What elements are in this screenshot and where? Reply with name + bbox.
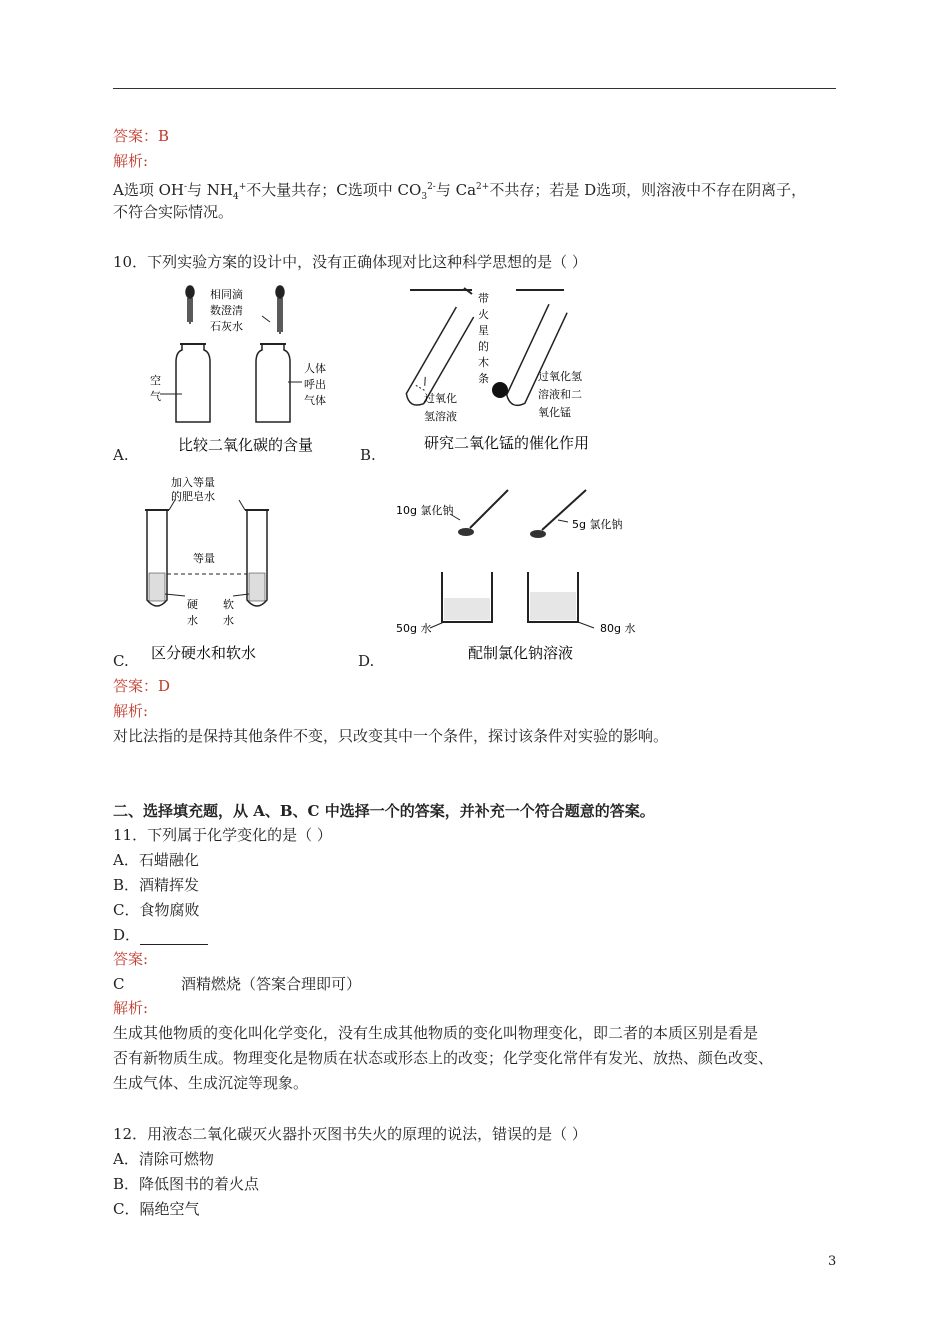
- figure-a-co2-comparison: [140, 282, 350, 462]
- q10-option-c: C.: [113, 652, 129, 670]
- figure-c-hard-soft-water: [135, 470, 310, 665]
- fig-d-caption: 配制氯化钠溶液: [468, 644, 574, 662]
- svg-text:木: 木: [478, 356, 489, 369]
- q10-analysis-label: 解析:: [113, 702, 149, 720]
- svg-text:氢溶液: 氢溶液: [424, 410, 457, 423]
- svg-text:的: 的: [478, 340, 489, 353]
- fig-a-caption: 比较二氧化碳的含量: [178, 436, 314, 454]
- fig-a-right-2: 呼出: [304, 378, 326, 391]
- q10-answer: 答案：D: [113, 677, 171, 695]
- q9-analysis-line1: A选项 OH-与 $NH_4^+$不大量共存；C选项中 $CO_3^{2-}$与 $Ca^{2+}$不共存；若是 D选项，则溶液中不存在阴离子，: [113, 181, 807, 202]
- q11-option-c: C．食物腐败: [113, 901, 200, 919]
- svg-text:溶液和二: 溶液和二: [538, 388, 582, 401]
- svg-text:水: 水: [223, 614, 234, 627]
- q12-option-c: C．隔绝空气: [113, 1200, 200, 1218]
- q11-stem: 11．下列属于化学变化的是（ ）: [113, 826, 332, 844]
- section2-heading: 二、选择填充题，从 A、B、C 中选择一个的答案，并补充一个符合题意的答案。: [113, 802, 655, 820]
- svg-text:加入等量: 加入等量: [171, 476, 215, 489]
- svg-text:氧化锰: 氧化锰: [538, 406, 571, 419]
- svg-text:硬: 硬: [187, 598, 198, 611]
- svg-text:5g 氯化钠: 5g 氯化钠: [572, 518, 623, 531]
- svg-text:水: 水: [187, 614, 198, 627]
- q12-stem: 12．用液态二氧化碳灭火器扑灭图书失火的原理的说法，错误的是（ ）: [113, 1125, 587, 1143]
- q9-analysis-line2: 不符合实际情况。: [113, 203, 234, 221]
- svg-text:软: 软: [223, 598, 234, 611]
- left-bottle-icon: [176, 344, 210, 422]
- fig-a-label-1: 相同滴: [210, 288, 243, 301]
- q11-answer-label: 答案:: [113, 950, 149, 968]
- right-bottle-icon: [256, 344, 290, 422]
- q11-option-b: B．酒精挥发: [113, 876, 200, 894]
- svg-text:50g 水: 50g 水: [396, 622, 432, 635]
- q9-answer: 答案：B: [113, 127, 170, 145]
- svg-text:80g 水: 80g 水: [600, 622, 636, 635]
- q11-option-a: A．石蜡融化: [113, 851, 199, 869]
- q11-answer-letter: C: [113, 975, 125, 993]
- figure-b-mno2-catalysis: [380, 280, 640, 462]
- fig-a-left-1: 空: [150, 374, 161, 387]
- figure-d-nacl-solution: [390, 480, 650, 665]
- svg-text:条: 条: [478, 372, 489, 385]
- fig-a-label-3: 石灰水: [210, 320, 243, 333]
- svg-text:等量: 等量: [193, 552, 215, 565]
- q10-option-b: B.: [360, 446, 376, 464]
- q9-analysis-label: 解析:: [113, 152, 149, 170]
- fig-a-label-2: 数澄清: [210, 304, 243, 317]
- svg-text:星: 星: [478, 324, 489, 337]
- q10-stem: 10．下列实验方案的设计中，没有正确体现对比这种科学思想的是（ ）: [113, 253, 587, 271]
- q10-option-d: D.: [358, 652, 375, 670]
- q12-option-b: B．降低图书的着火点: [113, 1175, 260, 1193]
- svg-text:过氧化氢: 过氧化氢: [538, 370, 582, 383]
- fig-b-caption: 研究二氧化锰的催化作用: [424, 434, 590, 452]
- q12-option-a: A．清除可燃物: [113, 1150, 214, 1168]
- q10-analysis: 对比法指的是保持其他条件不变，只改变其中一个条件，探讨该条件对实验的影响。: [113, 727, 669, 745]
- fig-a-right-1: 人体: [304, 362, 326, 375]
- svg-text:带: 带: [478, 292, 489, 305]
- svg-text:火: 火: [478, 308, 489, 321]
- header-rule: [113, 88, 836, 89]
- q11-analysis-label: 解析:: [113, 999, 149, 1017]
- mno2-icon: [492, 382, 508, 398]
- q11-answer-text: 酒精燃烧（答案合理即可）: [181, 975, 362, 993]
- page-number: 3: [828, 1254, 837, 1269]
- q11-analysis-line3: 生成气体、生成沉淀等现象。: [113, 1074, 309, 1092]
- answer-blank[interactable]: [140, 930, 208, 945]
- fig-a-left-2: 气: [150, 390, 161, 403]
- svg-text:过氧化: 过氧化: [424, 392, 457, 405]
- fig-c-caption: 区分硬水和软水: [151, 644, 257, 662]
- q10-option-a: A.: [113, 446, 129, 464]
- q11-option-d: D．: [113, 925, 208, 945]
- q11-analysis-line1: 生成其他物质的变化叫化学变化，没有生成其他物质的变化叫物理变化，即二者的本质区别是看是: [113, 1024, 759, 1042]
- left-dropper-icon: [186, 286, 194, 324]
- fig-a-right-3: 气体: [304, 394, 326, 407]
- svg-text:的肥皂水: 的肥皂水: [171, 490, 215, 503]
- right-dropper-icon: [276, 286, 284, 334]
- q11-analysis-line2: 否有新物质生成。物理变化是物质在状态或形态上的改变；化学变化常伴有发光、放热、颜色改变、: [113, 1049, 774, 1067]
- svg-text:10g 氯化钠: 10g 氯化钠: [396, 504, 454, 517]
- left-spoon-icon: [470, 490, 508, 528]
